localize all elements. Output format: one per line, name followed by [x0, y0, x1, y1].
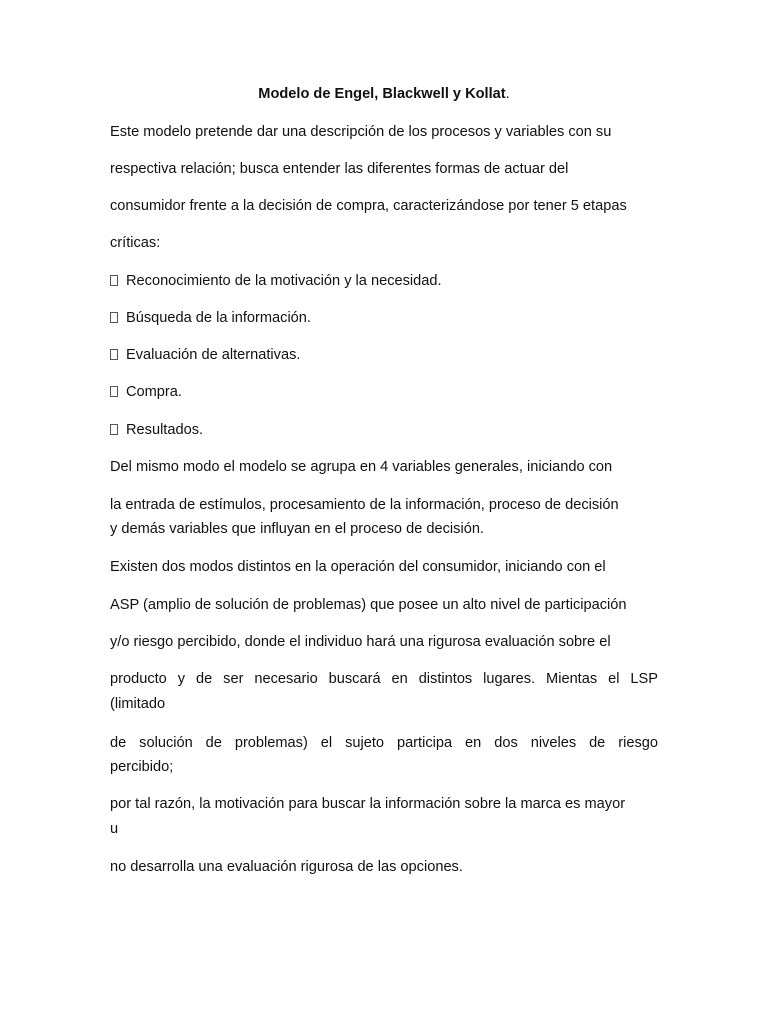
modes-line-3: y/o riesgo percibido, donde el individuo hará una rigurosa evaluación sobre el [110, 634, 611, 650]
modes-line-9: u [110, 821, 119, 837]
title-period: . [505, 86, 510, 102]
stage-label: Compra. [126, 384, 182, 400]
stage-item [110, 345, 658, 365]
variables-line-1: Del mismo modo el modelo se agrupa en 4 variables generales, iniciando con [110, 459, 613, 475]
modes-line-4: producto y de ser necesario buscará en distintos lugares. Mientas el LSP [110, 671, 658, 687]
stage-label: Evaluación de alternativas. [126, 347, 301, 363]
modes-line-6: de solución de problemas) el sujeto participa en dos niveles de riesgo [110, 735, 658, 751]
bullet-box-icon [110, 386, 118, 397]
stage-label: Búsqueda de la información. [126, 310, 311, 326]
variables-line-2: la entrada de estímulos, procesamiento de la información, proceso de decisión [110, 497, 619, 513]
modes-line-8: por tal razón, la motivación para buscar la información sobre la marca es mayor [110, 796, 626, 812]
stage-item [110, 308, 658, 328]
modes-line-10: no desarrolla una evaluación rigurosa de las opciones. [110, 859, 463, 875]
stage-item [110, 271, 658, 291]
modes-line-2: ASP (amplio de solución de problemas) que posee un alto nivel de participación [110, 597, 627, 613]
bullet-box-icon [110, 424, 118, 435]
bullet-box-icon [110, 349, 118, 360]
modes-line-7: percibido; [110, 759, 174, 775]
stage-item [110, 420, 658, 440]
document-title [0, 84, 768, 104]
stage-label: Reconocimiento de la motivación y la necesidad. [126, 273, 442, 289]
stage-label: Resultados. [126, 422, 204, 438]
bullet-box-icon [110, 312, 118, 323]
intro-line-1: Este modelo pretende dar una descripción de los procesos y variables con su [110, 124, 612, 140]
modes-line-1: Existen dos modos distintos en la operación del consumidor, iniciando con el [110, 559, 606, 575]
intro-line-2: respectiva relación; busca entender las diferentes formas de actuar del [110, 161, 569, 177]
stage-item [110, 382, 658, 402]
bullet-box-icon [110, 275, 118, 286]
variables-line-3: y demás variables que influyan en el proceso de decisión. [110, 521, 484, 537]
intro-line-3: consumidor frente a la decisión de compra, caracterizándose por tener 5 etapas [110, 198, 627, 214]
intro-line-4: críticas: [110, 235, 161, 251]
modes-line-5: (limitado [110, 696, 166, 712]
title-text: Modelo de Engel, Blackwell y Kollat [258, 86, 506, 102]
